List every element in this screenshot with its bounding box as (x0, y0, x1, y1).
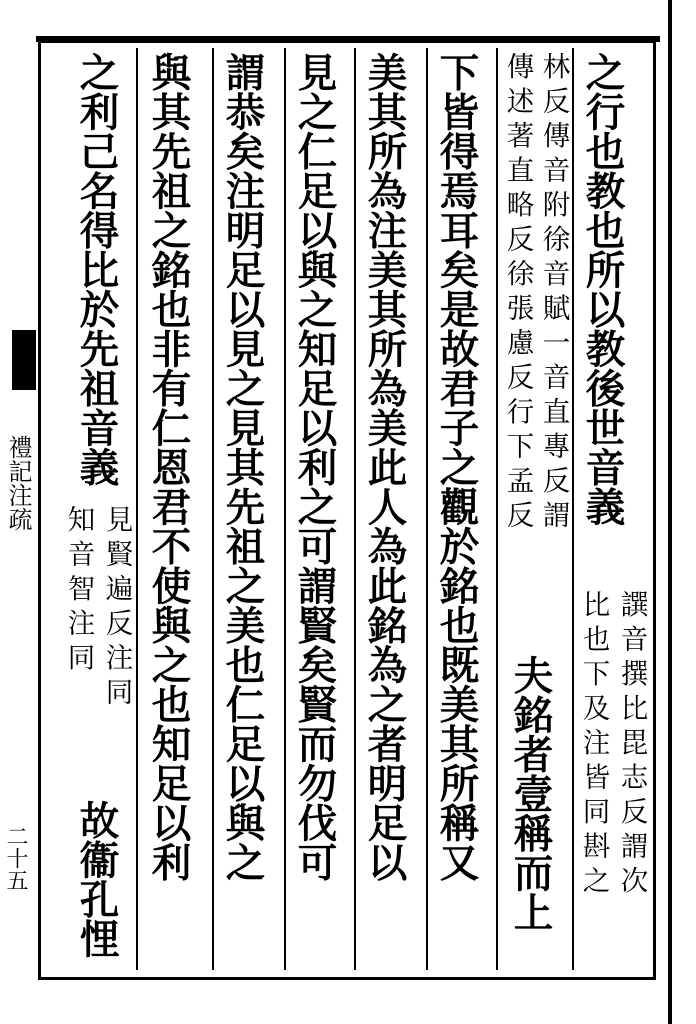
text-column-5: 下皆得焉耳矣是故君子之觀於銘也既美其所稱又 (433, 52, 480, 882)
column-rule (572, 48, 574, 970)
text-column-3-a: 林反傳音附徐音賦一音直專反謂 (537, 52, 570, 535)
right-edge-bar (668, 0, 672, 1024)
book-title-label: 禮記注疏 (4, 435, 32, 531)
text-column-2-b: 比也下及注皆同斟之 (577, 590, 610, 901)
column-rule (354, 48, 356, 970)
text-column-11: 知音智注同 (62, 505, 95, 678)
column-rule (136, 48, 138, 970)
column-rule (284, 48, 286, 970)
text-column-10-main: 之利己名得比於先祖音義 (73, 52, 120, 487)
fish-tail-mark (12, 330, 36, 390)
text-column-1: 之行也教也所以教後世音義 (579, 52, 626, 526)
column-rule (496, 48, 498, 970)
column-rule (212, 48, 214, 970)
book-gutter (0, 40, 40, 980)
right-page-edge (660, 0, 696, 1024)
text-column-4: 夫銘者壹稱而上 (507, 655, 554, 932)
text-column-7: 見之仁足以與之知足以利之可謂賢矣賢而勿伐可 (291, 52, 338, 882)
text-column-12: 故衞孔悝 (73, 800, 120, 958)
column-rule (426, 48, 428, 970)
text-column-10-note-a: 見賢遍反注同 (100, 505, 133, 712)
text-column-8: 謂恭矣注明足以見之見其先祖之美也仁足以與之 (219, 52, 266, 882)
text-column-3-b: 傳述著直略反徐張慮反行下孟反 (501, 52, 534, 535)
page-number: 二十五 (3, 825, 28, 891)
text-column-6: 美其所為注美其所為美此人為此銘為之者明足以 (361, 52, 408, 882)
text-column-2-a: 譔音撰比毘志反謂次 (615, 590, 648, 901)
text-column-9: 與其先祖之銘也非有仁恩君不使與之也知足以利 (145, 52, 192, 882)
